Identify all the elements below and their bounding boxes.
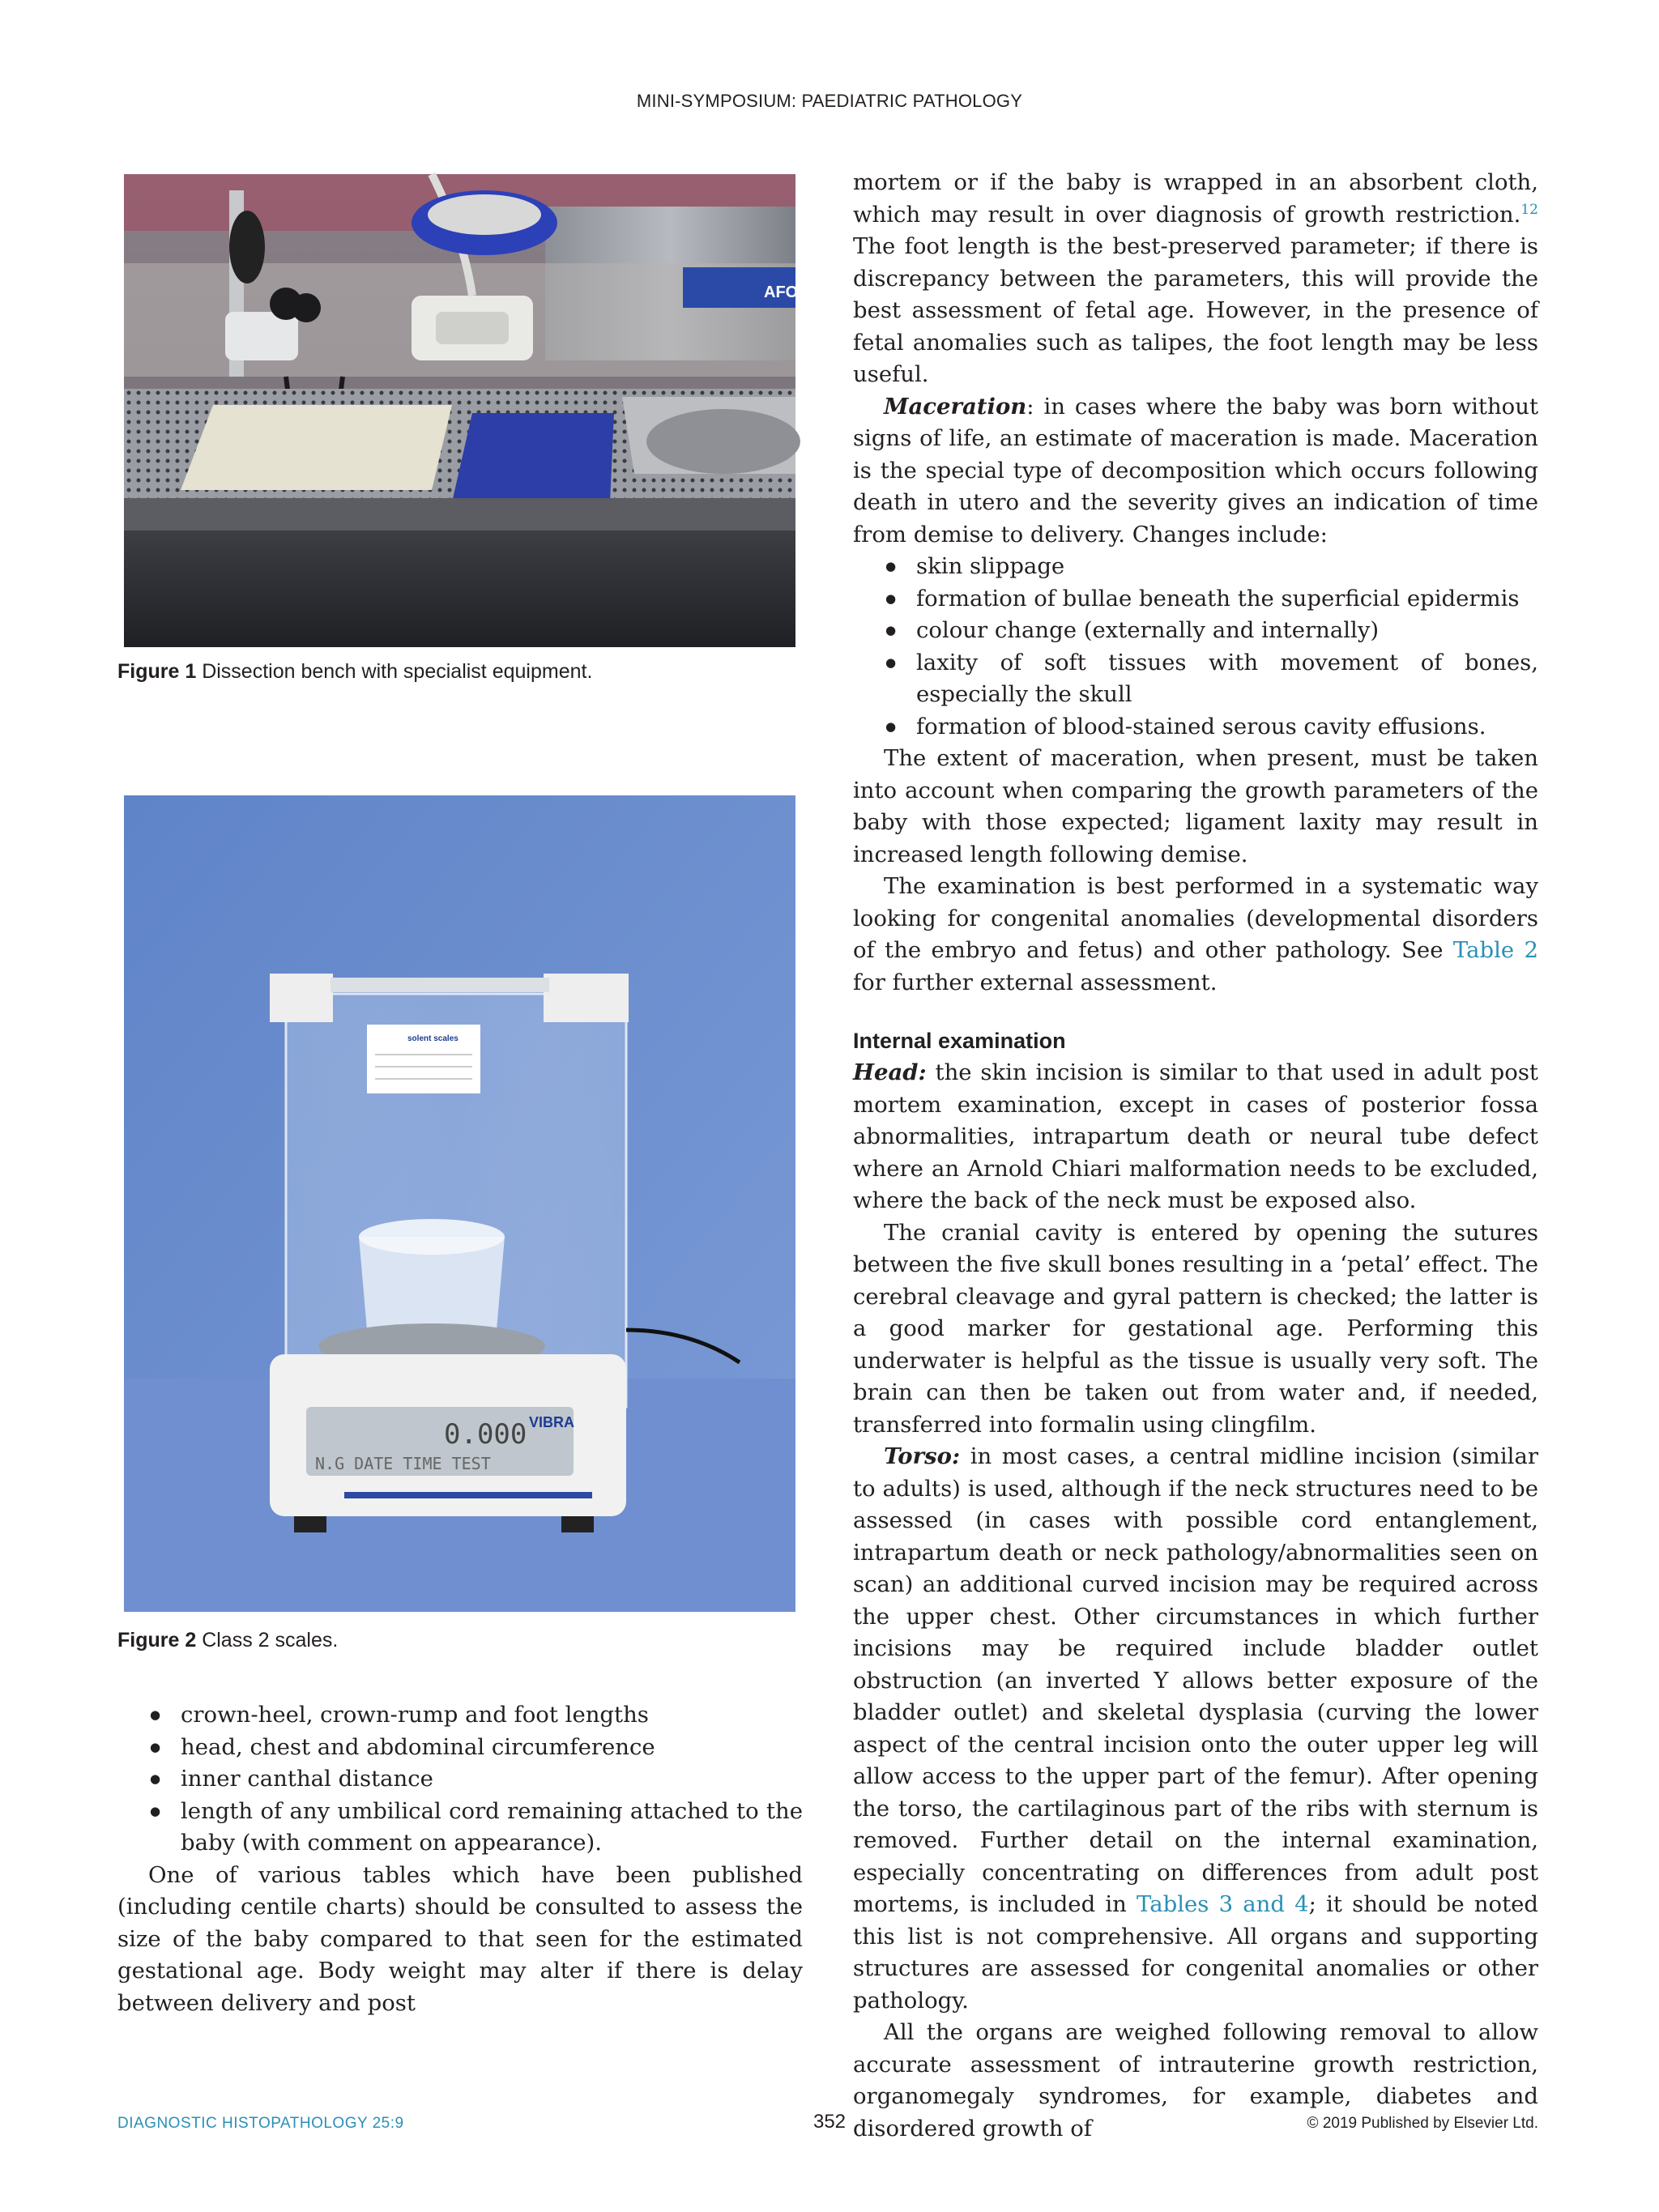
list-item: ● inner canthal distance: [150, 1763, 803, 1796]
page-number: 352: [812, 2111, 847, 2133]
right-column-text: [853, 167, 1538, 2145]
list-item: ● formation of blood-stained serous cavity effusions.: [885, 711, 1538, 744]
term-torso: Torso:: [884, 1443, 961, 1469]
left-column-text: [117, 1699, 803, 2019]
paragraph: Torso: in most cases, a central midline incision (similar to adults) is used, although if the neck structures need to be assessed (in cases with possible cord entanglement, intrapartum death or neck pathology/abnormalities seen on scan) an additional curved incision may be required across the upper chest. Other circumstances in which further incisions may be required include bladder outlet obstruction (an inverted Y allows better exposure of the bladder outlet) and skeletal dysplasia (curving the lower aspect of the central incision onto the outer upper leg will allow access to the upper part of the femur). After opening the torso, the cartilaginous part of the ribs with sternum is removed. Further detail on the internal examination, especially concentrating on differences from adult post mortems, is included in Tables 3 and 4; it should be noted this list is not comprehensive. All organs and supporting structures are assessed for congenital anomalies or other pathology.: [853, 1443, 1538, 2014]
section-heading: Internal examination: [853, 1029, 1066, 1053]
scale-display-row: N.G DATE TIME TEST: [315, 1454, 491, 1473]
vibra-label: VIBRA: [529, 1414, 575, 1430]
paragraph: Head: the skin incision is similar to that used in adult post mortem examination, except in cases of posterior fossa abnormalities, intrapartum death or neural tube defect where an Arnold Chiari malformation needs to be excluded, where the back of the neck must be exposed also.: [853, 1059, 1538, 1213]
maceration-changes-list: [853, 551, 1538, 743]
paragraph: The cranial cavity is entered by opening the sutures between the five skull bones resulting in a ‘petal’ effect. The cerebral cleavage and gyral pattern is checked; the latter is a good marker for gestational age. Performing this underwater is helpful as the tissue is usually very soft. The brain can then be taken out from water and, if needed, transferred into formalin using clingfilm.: [853, 1219, 1538, 1438]
figure-1-photo: [124, 174, 809, 647]
paragraph: One of various tables which have been published (including centile charts) should be consulted to assess the size of the baby compared to that seen for the estimated gestational age. Body weight may alter if there is delay between delivery and post: [117, 1861, 803, 2016]
figure-2-photo: [124, 795, 795, 1612]
reference-link[interactable]: 12: [1520, 201, 1538, 218]
footer-copyright: © 2019 Published by Elsevier Ltd.: [1307, 2115, 1538, 2132]
paragraph: The examination is best performed in a systematic way looking for congenital anomalies (developmental disorders of the embryo and fetus) and other pathology. See Table 2 for further external assessment.: [853, 873, 1539, 995]
term-maceration: Maceration: [884, 393, 1027, 420]
figure-1-caption-text: Dissection bench with specialist equipment.: [202, 660, 593, 683]
list-item: ● colour change (externally and internally): [885, 615, 1538, 647]
sticker-label: solent scales: [407, 1034, 458, 1043]
list-item: ● skin slippage: [885, 551, 1538, 583]
list-item: ● formation of bullae beneath the superficial epidermis: [885, 583, 1538, 616]
paragraph: Maceration: in cases where the baby was born without signs of life, an estimate of maceration is made. Maceration is the special type of decomposition which occurs following death in utero and the severity gives an indication of time from demise to delivery. Changes include:: [853, 393, 1538, 548]
table-2-link[interactable]: Table 2: [1452, 937, 1539, 963]
footer-journal: DIAGNOSTIC HISTOPATHOLOGY 25:9: [117, 2115, 404, 2132]
paragraph: All the organs are weighed following removal to allow accurate assessment of intrauterine growth restriction, organomegaly syndromes, for example, diabetes and disordered growth of: [853, 2019, 1538, 2142]
figure-2-caption-text: Class 2 scales.: [202, 1629, 339, 1652]
figure-2-caption: [117, 1629, 803, 1652]
tables-3-4-link[interactable]: Tables 3 and 4: [1137, 1891, 1309, 1917]
paragraph: mortem or if the baby is wrapped in an absorbent cloth, which may result in over diagnosis of growth restriction.$^{12}$ The foot length is the best-preserved parameter; if there is discrepancy between the parameters, this will provide the best assessment of fetal age. However, in the presence of fetal anomalies such as talipes, the foot length may be less useful.: [853, 169, 1538, 387]
list-item: ● laxity of soft tissues with movement of bones, especially the skull: [885, 647, 1538, 711]
afos-label: AFOS: [764, 283, 809, 301]
figure-1-caption: [117, 660, 803, 684]
paragraph: The extent of maceration, when present, must be taken into account when comparing the growth parameters of the baby with those expected; ligament laxity may result in increased length following demise.: [853, 745, 1538, 867]
list-item: ● length of any umbilical cord remaining attached to the baby (with comment on appearance).: [150, 1796, 803, 1860]
measurement-list: [117, 1699, 803, 1860]
scale-reading: 0.000: [444, 1418, 527, 1451]
term-head: Head:: [853, 1059, 927, 1085]
list-item: ● head, chest and abdominal circumference: [150, 1732, 803, 1764]
list-item: ● crown-heel, crown-rump and foot lengths: [150, 1699, 803, 1732]
running-head: MINI-SYMPOSIUM: PAEDIATRIC PATHOLOGY: [636, 91, 1023, 111]
figure-2-label: Figure 2: [117, 1629, 197, 1652]
figure-1-label: Figure 1: [117, 660, 197, 683]
